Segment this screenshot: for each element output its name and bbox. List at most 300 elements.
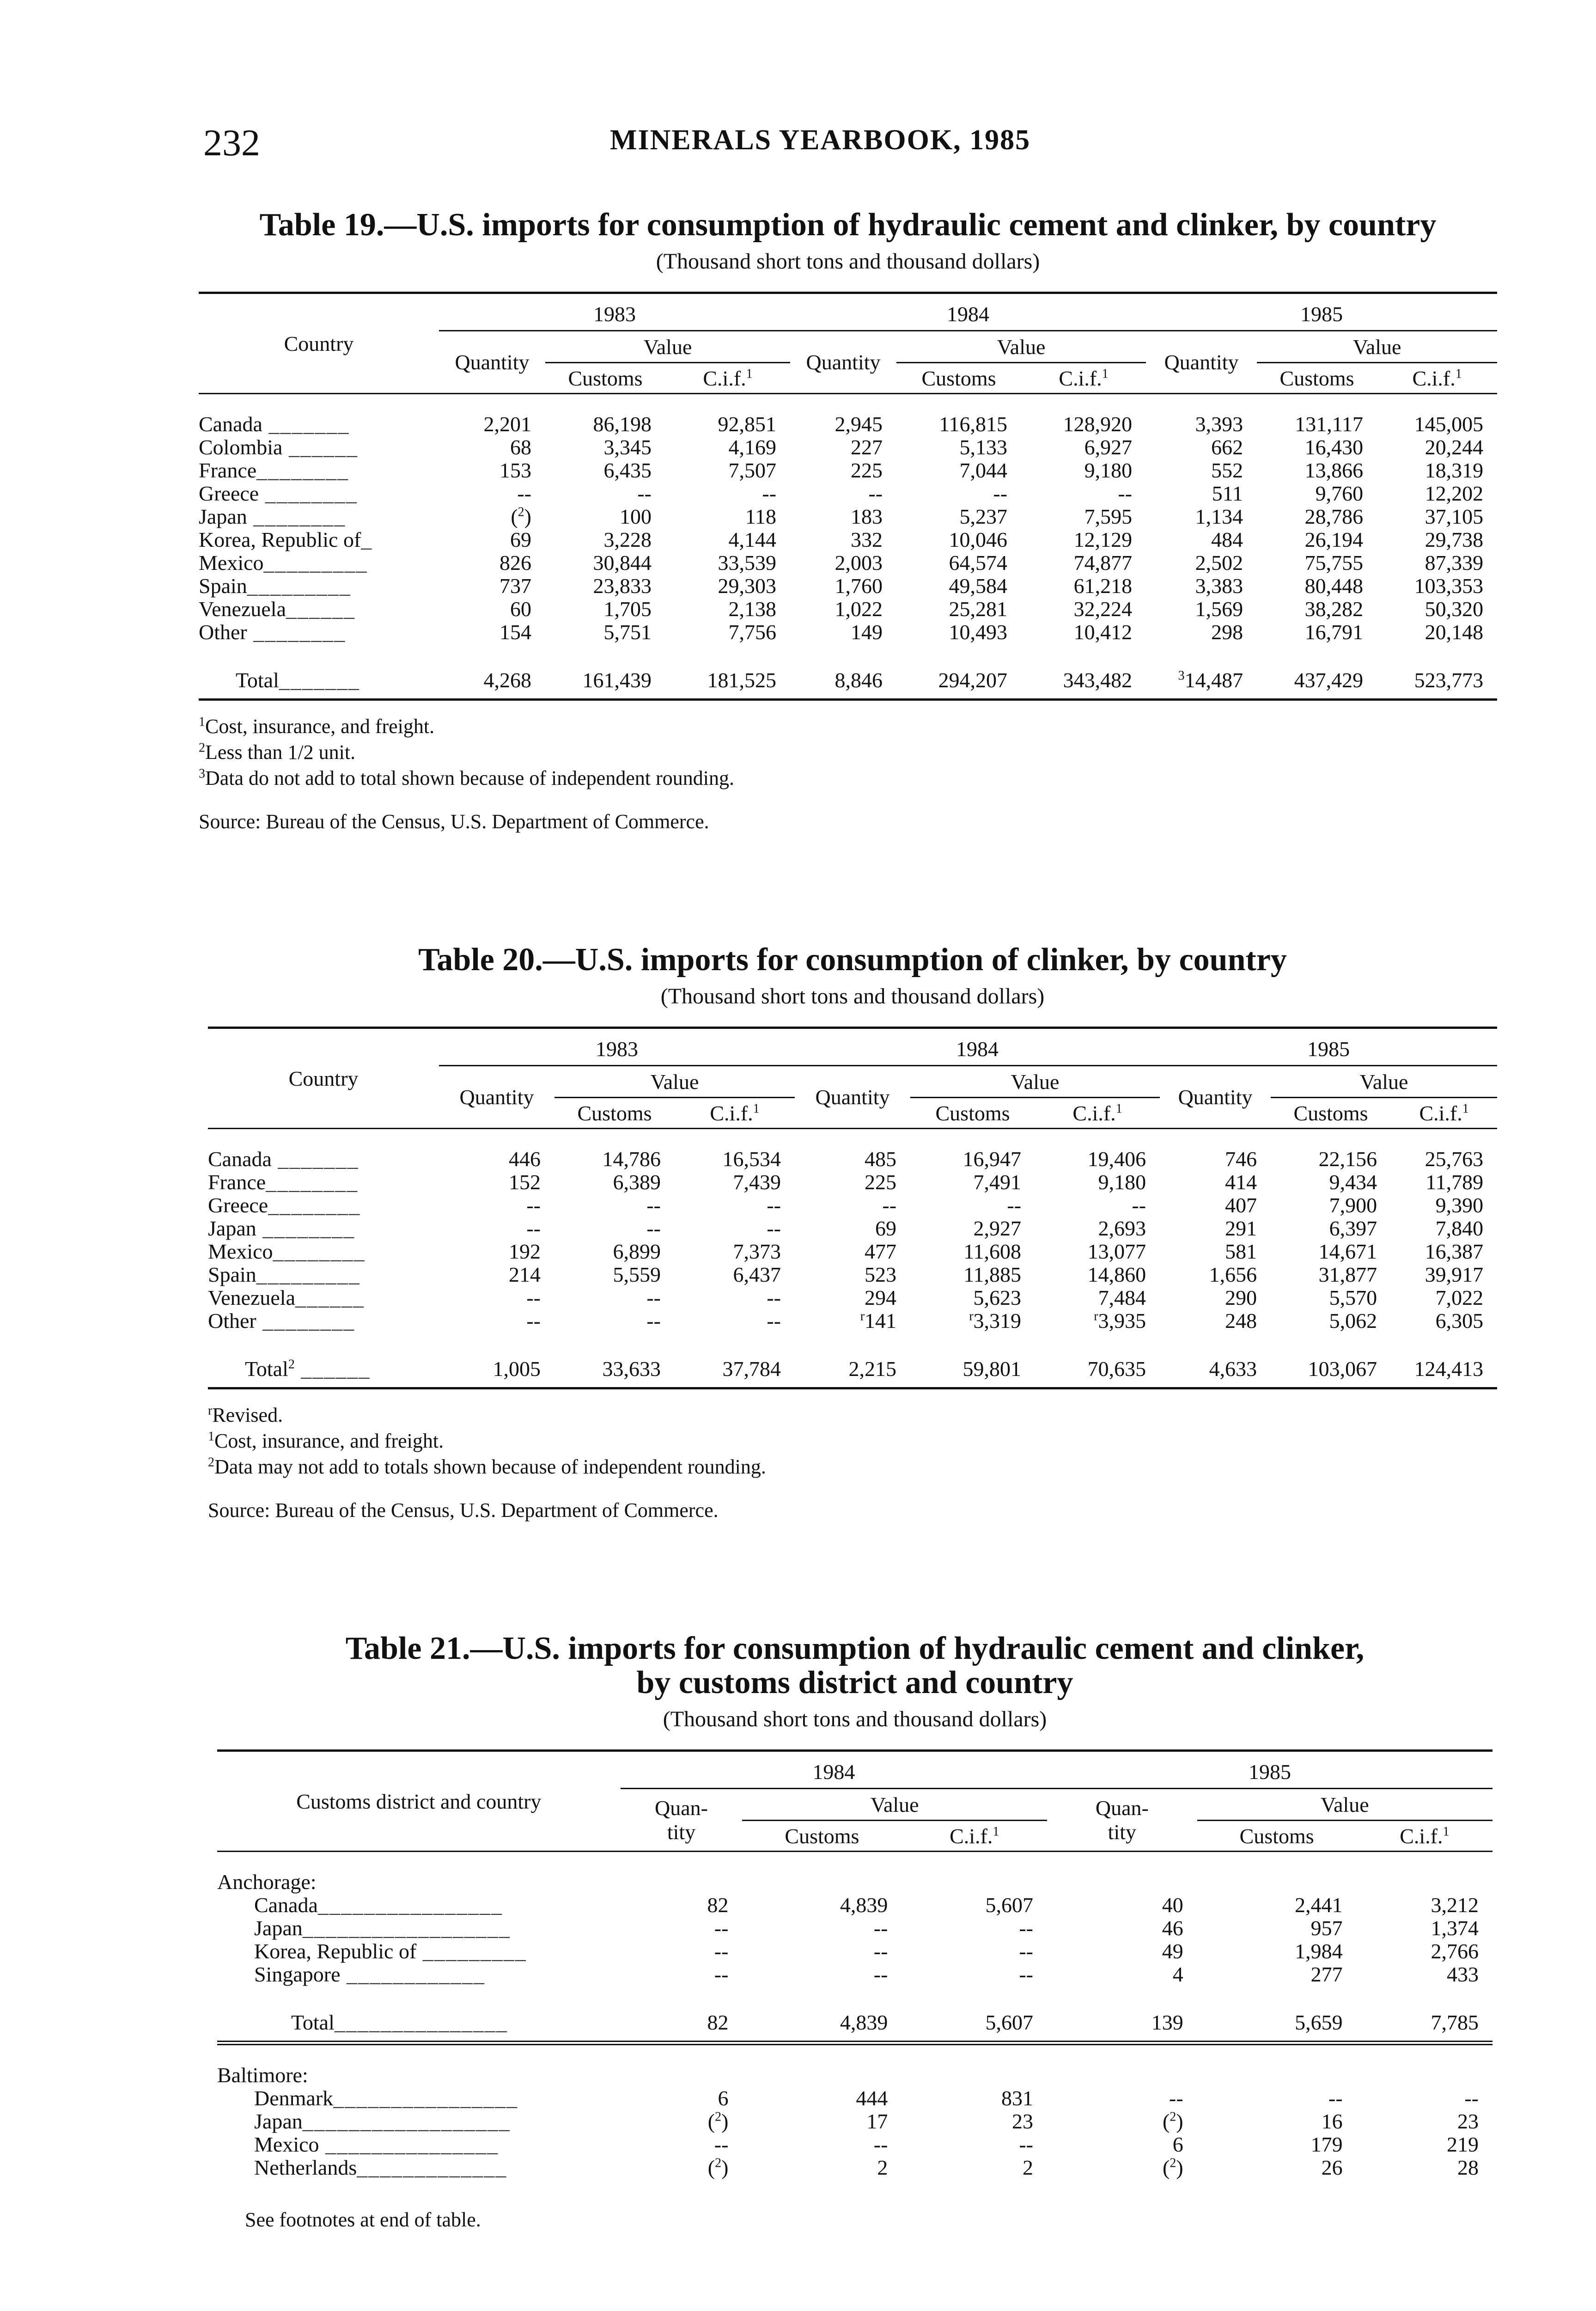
table-cell: 23 [1012, 2110, 1033, 2133]
table-cell: $^r$3,935 [1094, 1309, 1146, 1333]
footnote: $^r$Revised. [208, 1403, 283, 1426]
table-cell: 437,429 [1294, 668, 1364, 692]
table-cell: 4,268 [483, 668, 531, 692]
table-row [208, 1263, 1497, 1286]
row-label: Venezuela______ [199, 598, 355, 621]
table-cell: 957 [1310, 1917, 1343, 1940]
table-cell: 5,623 [973, 1286, 1022, 1309]
table-cell: 154 [500, 621, 531, 644]
value-header: Value [896, 331, 1146, 363]
table-cell: -- [1019, 1940, 1033, 1963]
table-cell: 153 [500, 459, 531, 482]
quantity-header: Quantity [790, 331, 896, 394]
row-label: Canada________________ [254, 1894, 503, 1917]
quantity-header: Quantity [1160, 1066, 1271, 1129]
table-cell: 2,766 [1431, 1940, 1479, 1963]
table-cell: 28 [1457, 2156, 1479, 2179]
row-label: Canada _______ [208, 1148, 359, 1171]
district-header: Customs district and country [217, 1751, 621, 1852]
table-cell: 746 [1225, 1148, 1257, 1171]
table-cell: 6,305 [1435, 1309, 1484, 1333]
row-label: Other ________ [208, 1309, 355, 1333]
table-cell: 1,656 [1209, 1263, 1257, 1286]
table-cell: 80,448 [1304, 575, 1364, 598]
table-row [208, 1240, 1497, 1263]
table-cell: 2,441 [1295, 1894, 1343, 1917]
table-cell: -- [1007, 1194, 1022, 1217]
table-cell: 2,502 [1195, 551, 1243, 575]
table-20-subtitle: (Thousand short tons and thousand dollars) [660, 984, 1045, 1009]
table-cell: 23,833 [593, 575, 652, 598]
table-cell: 9,180 [1084, 459, 1133, 482]
table-cell: 484 [1211, 528, 1243, 551]
table-cell: 69 [875, 1217, 897, 1240]
table-20-header [208, 1028, 1497, 1129]
table-cell: 14,860 [1087, 1263, 1146, 1286]
table-cell: 116,815 [939, 413, 1008, 436]
table-20-title: Table 20.—U.S. imports for consumption of clinker, by country [418, 942, 1287, 978]
table-cell: -- [714, 1917, 729, 1940]
customs-header: Customs [785, 1824, 859, 1848]
table-cell: 26 [1321, 2156, 1343, 2179]
table-cell: 19,406 [1087, 1148, 1146, 1171]
table-cell: 7,900 [1329, 1194, 1377, 1217]
table-row [208, 1286, 1497, 1309]
table-19-source: Source: Bureau of the Census, U.S. Department of Commerce. [199, 810, 709, 833]
table-cell: 4,839 [840, 2011, 888, 2034]
table-row [217, 2133, 1492, 2156]
table-cell: 407 [1225, 1194, 1257, 1217]
row-label: Venezuela______ [208, 1286, 365, 1309]
value-header: Value [1271, 1066, 1497, 1098]
table-cell: 12,202 [1425, 482, 1484, 505]
table-cell: 1,374 [1431, 1917, 1479, 1940]
table-cell: -- [873, 1940, 888, 1963]
table-cell: 100 [620, 505, 652, 528]
customs-header: Customs [935, 1101, 1010, 1125]
country-header: Country [199, 293, 439, 394]
table-cell: 39,917 [1425, 1263, 1484, 1286]
value-header: Value [1257, 331, 1497, 363]
table-cell: 64,574 [949, 551, 1008, 575]
table-cell: 149 [851, 621, 883, 644]
table-cell: ($^2$) [707, 2156, 729, 2179]
row-label: Greece ________ [199, 482, 358, 505]
table-row [217, 2110, 1492, 2133]
total-row [199, 662, 1497, 700]
table-cell: -- [1118, 482, 1133, 505]
table-cell: 6,927 [1084, 436, 1133, 459]
table-cell: 7,044 [959, 459, 1008, 482]
table-cell: 298 [1211, 621, 1243, 644]
table-cell: 662 [1211, 436, 1243, 459]
table-cell: 2,138 [728, 598, 777, 621]
total-label: Total_______________ [291, 2011, 508, 2034]
row-label: Korea, Republic of_ [199, 528, 373, 551]
total-label: Total$^2$ ______ [245, 1357, 371, 1381]
row-label: France________ [199, 459, 349, 482]
table-19-header [199, 293, 1497, 394]
table-row [208, 1194, 1497, 1217]
table-cell: -- [517, 482, 531, 505]
customs-header: Customs [1293, 1101, 1368, 1125]
table-cell: 32,224 [1073, 598, 1133, 621]
running-title: MINERALS YEARBOOK, 1985 [610, 124, 1031, 156]
table-cell: -- [767, 1309, 781, 1333]
table-row [217, 2156, 1492, 2179]
row-label: Japan ________ [208, 1217, 355, 1240]
table-cell: 2,927 [973, 1217, 1022, 1240]
table-cell: 1,760 [835, 575, 883, 598]
table-cell: 192 [509, 1240, 541, 1263]
table-cell: 4,839 [840, 1894, 888, 1917]
table-cell: -- [1464, 2087, 1479, 2110]
table-cell: 12,129 [1073, 528, 1133, 551]
table-21 [217, 1632, 1492, 2233]
customs-header: Customs [1279, 366, 1354, 390]
table-row [208, 1148, 1497, 1171]
footnote: $^3$Data do not add to total shown because of independent rounding. [199, 766, 734, 789]
table-cell: 433 [1447, 1963, 1479, 1986]
table-cell: 485 [865, 1148, 897, 1171]
page-number: 232 [203, 122, 260, 164]
row-label: Other ________ [199, 621, 346, 644]
row-label: Korea, Republic of _________ [254, 1940, 527, 1963]
table-cell: -- [646, 1217, 661, 1240]
table-row [199, 621, 1497, 644]
table-cell: -- [646, 1286, 661, 1309]
table-cell: 4 [1172, 1963, 1183, 1986]
table-20-footnotes [208, 1402, 1497, 1480]
table-21-title [217, 1632, 1492, 1700]
table-19-title: Table 19.—U.S. imports for consumption of hydraulic cement and clinker, by country [259, 207, 1437, 243]
customs-header: Customs [568, 366, 643, 390]
table-cell: 9,180 [1098, 1171, 1146, 1194]
table-cell: 49 [1162, 1940, 1183, 1963]
cif-header: C.i.f.$^1$ [1072, 1101, 1122, 1125]
table-cell: 16 [1321, 2110, 1343, 2133]
table-cell: 446 [509, 1148, 541, 1171]
table-cell: 118 [745, 505, 777, 528]
table-cell: ($^2$) [707, 2110, 729, 2133]
table-row [208, 1171, 1497, 1194]
row-label: Greece________ [208, 1194, 361, 1217]
table-cell: -- [637, 482, 652, 505]
table-cell: 26,194 [1304, 528, 1364, 551]
table-cell: 3,393 [1195, 413, 1243, 436]
table-cell: 7,840 [1435, 1217, 1484, 1240]
table-cell: 38,282 [1304, 598, 1364, 621]
page-header [203, 121, 1137, 172]
table-cell: 1,984 [1295, 1940, 1343, 1963]
row-label: Mexico_________ [199, 551, 368, 575]
table-cell: 2,693 [1098, 1217, 1146, 1240]
customs-header: Customs [921, 366, 996, 390]
table-cell: 82 [707, 2011, 729, 2034]
total-row [217, 2005, 1492, 2043]
table-cell: -- [646, 1194, 661, 1217]
year-header: 1983 [439, 1028, 795, 1066]
value-header: Value [910, 1066, 1160, 1098]
table-cell: 294,207 [938, 668, 1008, 692]
table-cell: -- [767, 1194, 781, 1217]
table-cell: 2,215 [848, 1357, 897, 1381]
year-header: 1983 [439, 293, 790, 331]
row-label: Spain_________ [199, 575, 351, 598]
table-cell: 6 [1172, 2133, 1183, 2156]
table-21-title-line1: Table 21.—U.S. imports for consumption of hydraulic cement and clinker, [345, 1631, 1365, 1666]
table-cell: 523,773 [1414, 668, 1484, 692]
cif-header: C.i.f.$^1$ [1059, 366, 1109, 390]
year-header: 1985 [1160, 1028, 1497, 1066]
table-cell: 10,493 [949, 621, 1008, 644]
table-cell: 68 [510, 436, 531, 459]
cif-header: C.i.f.$^1$ [1419, 1101, 1469, 1125]
table-cell: 18,319 [1425, 459, 1484, 482]
table-cell: -- [1328, 2087, 1343, 2110]
table-19-footnotes [199, 714, 1497, 791]
cif-header: C.i.f.$^1$ [703, 366, 753, 390]
table-cell: 124,413 [1414, 1357, 1484, 1381]
quantity-header: Quantity [439, 331, 545, 394]
table-cell: 161,439 [582, 668, 652, 692]
table-cell: 16,791 [1304, 621, 1364, 644]
table-cell: 831 [1001, 2087, 1033, 2110]
footnote: $^2$Less than 1/2 unit. [199, 740, 356, 764]
cif-header: C.i.f.$^1$ [1400, 1824, 1450, 1848]
table-cell: 33,539 [718, 551, 777, 575]
table-row [199, 482, 1497, 505]
table-21-header [217, 1751, 1492, 1852]
table-cell: 414 [1225, 1171, 1257, 1194]
customs-header: Customs [577, 1101, 652, 1125]
table-cell: 20,244 [1425, 436, 1484, 459]
table-cell: 7,785 [1431, 2011, 1479, 2034]
table-cell: -- [1019, 1917, 1033, 1940]
table-cell: 25,281 [949, 598, 1008, 621]
table-row [208, 1217, 1497, 1240]
table-cell: 9,434 [1329, 1171, 1377, 1194]
table-cell: 74,877 [1073, 551, 1133, 575]
table-cell: 290 [1225, 1286, 1257, 1309]
table-cell: 7,484 [1098, 1286, 1146, 1309]
table-cell: 50,320 [1425, 598, 1484, 621]
table-cell: 11,608 [963, 1240, 1022, 1263]
table-cell: 511 [1212, 482, 1243, 505]
footnote: $^1$Cost, insurance, and freight. [208, 1429, 444, 1452]
table-cell: 86,198 [593, 413, 652, 436]
table-cell: 3,345 [603, 436, 652, 459]
table-row [199, 459, 1497, 482]
table-cell: 23 [1457, 2110, 1479, 2133]
table-cell: 343,482 [1063, 668, 1133, 692]
table-cell: 1,705 [603, 598, 652, 621]
table-cell: 225 [851, 459, 883, 482]
table-cell: 61,218 [1073, 575, 1133, 598]
table-cell: 248 [1225, 1309, 1257, 1333]
table-cell: 152 [509, 1171, 541, 1194]
table-cell: -- [762, 482, 777, 505]
table-cell: -- [714, 1963, 729, 1986]
table-cell: 6 [718, 2087, 729, 2110]
table-cell: 82 [707, 1894, 729, 1917]
table-cell: 11,885 [963, 1263, 1022, 1286]
table-cell: 6,899 [613, 1240, 661, 1263]
value-header: Value [1197, 1789, 1492, 1821]
table-20-source: Source: Bureau of the Census, U.S. Department of Commerce. [208, 1499, 719, 1522]
table-cell: 6,397 [1329, 1217, 1377, 1240]
table-cell: 8,846 [835, 668, 883, 692]
table-20-body [208, 1129, 1497, 1388]
table-20-grid [208, 1027, 1497, 1389]
table-row [199, 598, 1497, 621]
table-cell: 128,920 [1063, 413, 1133, 436]
footnote: $^1$Cost, insurance, and freight. [199, 715, 435, 738]
table-21-grid [217, 1749, 1492, 2179]
table-cell: 7,595 [1084, 505, 1133, 528]
table-row [208, 1309, 1497, 1333]
row-label: Denmark________________ [254, 2087, 518, 2110]
table-cell: -- [873, 1917, 888, 1940]
value-header: Value [742, 1789, 1047, 1821]
table-cell: -- [1019, 1963, 1033, 1986]
table-cell: 3,212 [1431, 1894, 1479, 1917]
table-cell: ($^2$) [511, 505, 531, 528]
table-cell: 6,437 [733, 1263, 781, 1286]
table-cell: 6,389 [613, 1171, 661, 1194]
district-row [217, 2064, 1492, 2087]
table-cell: -- [714, 2133, 729, 2156]
table-cell: 60 [510, 598, 531, 621]
table-cell: 14,671 [1318, 1240, 1377, 1263]
table-cell: 9,760 [1315, 482, 1364, 505]
table-cell: 25,763 [1425, 1148, 1484, 1171]
table-cell: -- [868, 482, 883, 505]
table-cell: 227 [851, 436, 883, 459]
table-cell: 523 [865, 1263, 897, 1286]
table-cell: 2,201 [483, 413, 531, 436]
table-cell: 225 [865, 1171, 897, 1194]
table-cell: 13,866 [1304, 459, 1364, 482]
table-cell: 477 [865, 1240, 897, 1263]
table-cell: 5,751 [603, 621, 652, 644]
table-cell: -- [993, 482, 1008, 505]
table-cell: 7,373 [733, 1240, 781, 1263]
table-cell: 17 [866, 2110, 888, 2133]
table-cell: 552 [1211, 459, 1243, 482]
table-cell: 30,844 [593, 551, 652, 575]
table-21-body [217, 1852, 1492, 2180]
table-cell: 139 [1151, 2011, 1183, 2034]
year-header: 1984 [790, 293, 1146, 331]
table-cell: 2,945 [835, 413, 883, 436]
row-label: France________ [208, 1171, 359, 1194]
district-label: Baltimore: [217, 2064, 308, 2087]
table-cell: -- [882, 1194, 897, 1217]
table-cell: 11,789 [1425, 1171, 1484, 1194]
row-label: Japan ________ [199, 505, 346, 528]
table-cell: 1,022 [835, 598, 883, 621]
table-cell: 92,851 [718, 413, 777, 436]
table-cell: 181,525 [707, 668, 777, 692]
table-row [217, 1894, 1492, 1917]
district-label: Anchorage: [217, 1871, 317, 1894]
table-cell: 37,784 [722, 1357, 781, 1381]
cif-header: C.i.f.$^1$ [1412, 366, 1462, 390]
table-cell: 294 [865, 1286, 897, 1309]
district-row [217, 1871, 1492, 1894]
table-cell: 5,559 [613, 1263, 661, 1286]
table-cell: 20,148 [1425, 621, 1484, 644]
table-cell: -- [873, 2133, 888, 2156]
table-cell: 16,947 [962, 1148, 1022, 1171]
table-cell: -- [767, 1217, 781, 1240]
table-cell: 4,144 [728, 528, 777, 551]
table-row [217, 1940, 1492, 1963]
table-cell: 444 [856, 2087, 888, 2110]
quantity-header: Quantity [795, 1066, 910, 1129]
table-cell: 59,801 [962, 1357, 1022, 1381]
table-cell: 4,633 [1209, 1357, 1257, 1381]
row-label: Netherlands_____________ [254, 2156, 507, 2179]
table-cell: 103,067 [1308, 1357, 1377, 1381]
total-label: Total_______ [236, 668, 360, 692]
row-label: Spain_________ [208, 1263, 360, 1286]
row-label: Canada _______ [199, 413, 350, 436]
cif-header: C.i.f.$^1$ [950, 1824, 999, 1848]
table-cell: -- [1019, 2133, 1033, 2156]
table-cell: 13,077 [1087, 1240, 1146, 1263]
table-cell: -- [526, 1286, 541, 1309]
total-row [208, 1351, 1497, 1388]
country-header: Country [208, 1028, 439, 1129]
table-cell: 7,439 [733, 1171, 781, 1194]
table-cell: 69 [510, 528, 531, 551]
year-header: 1985 [1047, 1751, 1492, 1789]
table-cell: 22,156 [1318, 1148, 1377, 1171]
table-row [217, 2087, 1492, 2110]
see-footnotes-note: See footnotes at end of table. [245, 2208, 481, 2231]
table-cell: 2 [877, 2156, 888, 2179]
table-cell: 5,237 [959, 505, 1008, 528]
customs-header: Customs [1239, 1824, 1314, 1848]
table-cell: 131,117 [1295, 413, 1364, 436]
table-cell: 10,046 [949, 528, 1008, 551]
table-cell: 16,387 [1425, 1240, 1484, 1263]
table-cell: 16,430 [1304, 436, 1364, 459]
row-label: Mexico _______________ [254, 2133, 499, 2156]
table-cell: 291 [1225, 1217, 1257, 1240]
table-cell: 5,607 [985, 2011, 1033, 2034]
table-cell: 7,022 [1435, 1286, 1484, 1309]
table-cell: 14,786 [602, 1148, 661, 1171]
table-cell: 49,584 [949, 575, 1008, 598]
table-cell: 826 [500, 551, 531, 575]
table-cell: 332 [851, 528, 883, 551]
table-cell: 7,507 [728, 459, 777, 482]
table-cell: 28,786 [1304, 505, 1364, 528]
table-cell: $^3$14,487 [1178, 668, 1243, 692]
table-cell: 7,491 [973, 1171, 1022, 1194]
table-cell: 40 [1162, 1894, 1183, 1917]
table-cell: 5,062 [1329, 1309, 1377, 1333]
table-cell: 1,569 [1195, 598, 1243, 621]
table-cell: 70,635 [1087, 1357, 1146, 1381]
table-cell: 145,005 [1414, 413, 1484, 436]
table-cell: 37,105 [1425, 505, 1484, 528]
year-header: 1984 [621, 1751, 1047, 1789]
table-19-body [199, 394, 1497, 700]
